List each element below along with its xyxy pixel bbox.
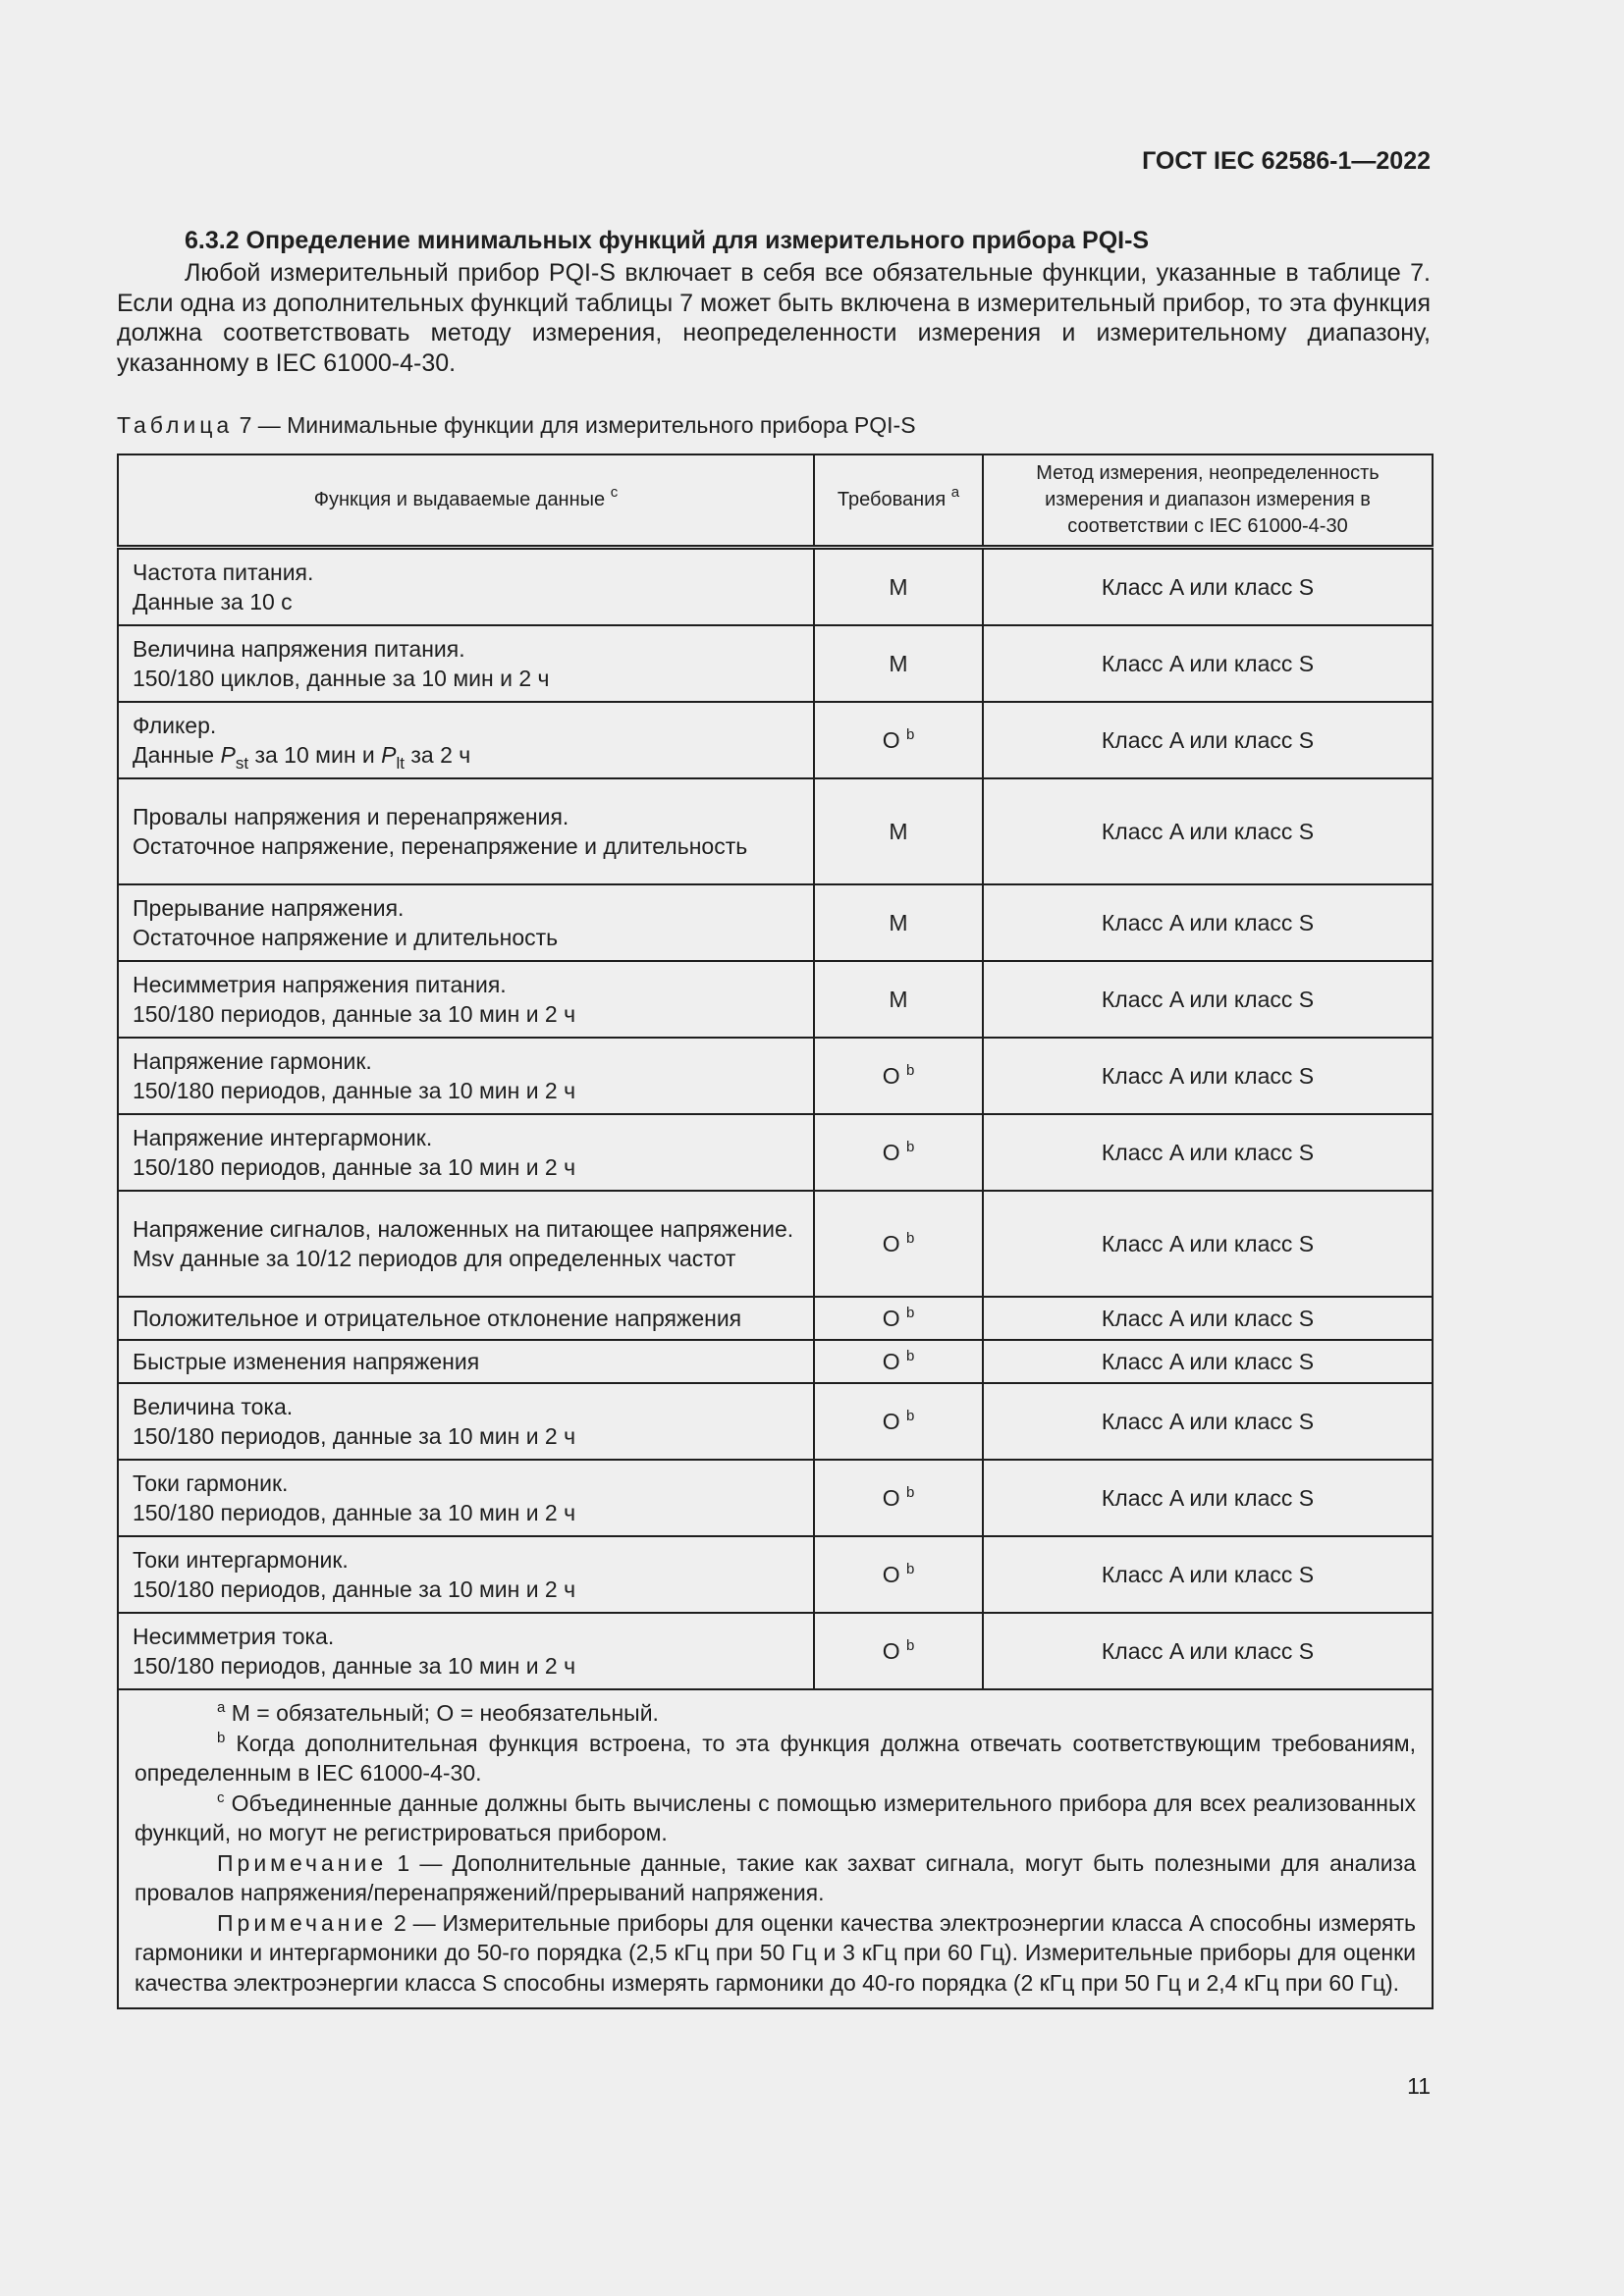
method-cell: Класс A или класс S: [983, 1536, 1433, 1613]
function-cell: Положительное и отрицательное отклонение напряжения: [118, 1297, 814, 1340]
footnotes-cell: [118, 1689, 1433, 2008]
requirement-cell: M: [814, 548, 983, 626]
method-cell: Класс A или класс S: [983, 1613, 1433, 1689]
requirement-cell: M: [814, 625, 983, 702]
page-number: 11: [1407, 2073, 1431, 2099]
note-1: Примечание 1 — Дополнительные данные, такие как захват сигнала, могут быть полезными для анализа провалов напряжения/перенапряжений/прерываний напряжения.: [135, 1849, 1416, 1905]
function-cell: Несимметрия напряжения питания. 150/180 периодов, данные за 10 мин и 2 ч: [118, 961, 814, 1038]
header-method: Метод измерения, неопределенность измерения и диапазон измерения в соответствии с IEC 61000-4-30: [983, 454, 1433, 548]
requirement-cell: O $^b$: [814, 1114, 983, 1191]
function-cell: Несимметрия тока. 150/180 периодов, данные за 10 мин и 2 ч: [118, 1613, 814, 1689]
table-caption: [117, 412, 916, 439]
table-caption-word: Таблица: [117, 412, 234, 438]
method-cell: Класс A или класс S: [983, 1460, 1433, 1536]
method-cell: Класс A или класс S: [983, 548, 1433, 626]
function-cell: Напряжение гармоник. 150/180 периодов, данные за 10 мин и 2 ч: [118, 1038, 814, 1114]
note-2: Примечание 2 — Измерительные приборы для оценки качества электроэнергии класса A способны измерять гармоники и интергармоники до 50-го порядка (2,5 кГц при 50 Гц и 3 кГц при 60 Гц). Измерительные приборы для оценки качества электроэнергии класса S способны измерять гармоники до 40-го порядка (2 кГц при 50 Гц и 2,4 кГц при 60 Гц).: [135, 1909, 1416, 1996]
requirement-cell: M: [814, 778, 983, 884]
requirement-cell: O $^b$: [814, 1038, 983, 1114]
table-header-row: [118, 454, 1433, 548]
header-requirement-mark: a: [950, 484, 960, 501]
table-row: [118, 625, 1433, 702]
method-cell: Класс A или класс S: [983, 1114, 1433, 1191]
requirement-cell: M: [814, 884, 983, 961]
requirement-cell: M: [814, 961, 983, 1038]
requirement-cell: O $^b$: [814, 1297, 983, 1340]
method-cell: Класс A или класс S: [983, 1038, 1433, 1114]
requirement-cell: O $^b$: [814, 1383, 983, 1460]
table-caption-title: 7 — Минимальные функции для измерительного прибора PQI-S: [233, 412, 916, 438]
table-row: [118, 1038, 1433, 1114]
requirement-cell: O $^b$: [814, 1613, 983, 1689]
method-cell: Класс A или класс S: [983, 702, 1433, 778]
table-row: [118, 884, 1433, 961]
requirement-cell: O $^b$: [814, 702, 983, 778]
requirement-cell: O $^b$: [814, 1191, 983, 1297]
function-cell: Провалы напряжения и перенапряжения. Остаточное напряжение, перенапряжение и длительность: [118, 778, 814, 884]
footnotes-row: [118, 1689, 1433, 2008]
method-cell: Класс A или класс S: [983, 1191, 1433, 1297]
table-row: [118, 961, 1433, 1038]
method-cell: Класс A или класс S: [983, 1383, 1433, 1460]
section-heading: 6.3.2 Определение минимальных функций для измерительного прибора PQI-S: [185, 227, 1150, 254]
table-row: [118, 1340, 1433, 1383]
method-cell: Класс A или класс S: [983, 884, 1433, 961]
method-cell: Класс A или класс S: [983, 961, 1433, 1038]
table-row: [118, 1536, 1433, 1613]
intro-paragraph: Любой измерительный прибор PQI-S включает в себя все обязательные функции, указанные в таблице 7. Если одна из дополнительных функций таблицы 7 может быть включена в измерительный прибор, то эта функция должна соответствовать методу измерения, неопределенности измерения и измерительному диапазону, указанному в IEC 61000-4-30.: [117, 259, 1431, 377]
function-cell: Напряжение сигналов, наложенных на питающее напряжение. Msv данные за 10/12 периодов для определенных частот: [118, 1191, 814, 1297]
table-row: [118, 702, 1433, 778]
table-row: [118, 1297, 1433, 1340]
functions-table: [117, 454, 1434, 2009]
table-row: [118, 548, 1433, 626]
footnote-c: $^c$ Объединенные данные должны быть вычислены с помощью измерительного прибора для всех реализованных функций, но могут не регистрироваться прибором.: [135, 1789, 1416, 1845]
function-cell: Величина тока. 150/180 периодов, данные за 10 мин и 2 ч: [118, 1383, 814, 1460]
function-cell: Токи интергармоник. 150/180 периодов, данные за 10 мин и 2 ч: [118, 1536, 814, 1613]
method-cell: Класс A или класс S: [983, 1340, 1433, 1383]
table-row: [118, 1460, 1433, 1536]
table-row: [118, 1383, 1433, 1460]
function-cell: Токи гармоник. 150/180 периодов, данные за 10 мин и 2 ч: [118, 1460, 814, 1536]
function-cell: Фликер. Данные $P_{st}$ за 10 мин и $P_{lt}$ за 2 ч: [118, 702, 814, 778]
function-cell: Прерывание напряжения. Остаточное напряжение и длительность: [118, 884, 814, 961]
method-cell: Класс A или класс S: [983, 1297, 1433, 1340]
requirement-cell: O $^b$: [814, 1340, 983, 1383]
header-function-mark: c: [610, 484, 619, 501]
footnote-b: $^b$ Когда дополнительная функция встроена, то эта функция должна отвечать соответствующим требованиям, определенным в IEC 61000-4-30.: [135, 1729, 1416, 1786]
footnote-a: $^a$ M = обязательный; O = необязательный.: [217, 1699, 659, 1726]
method-cell: Класс A или класс S: [983, 625, 1433, 702]
table-row: [118, 1191, 1433, 1297]
requirement-cell: O $^b$: [814, 1460, 983, 1536]
method-cell: Класс A или класс S: [983, 778, 1433, 884]
requirement-cell: O $^b$: [814, 1536, 983, 1613]
function-cell: Напряжение интергармоник. 150/180 периодов, данные за 10 мин и 2 ч: [118, 1114, 814, 1191]
table-row: [118, 1114, 1433, 1191]
function-cell: Быстрые изменения напряжения: [118, 1340, 814, 1383]
document-code-header: ГОСТ IEC 62586-1—2022: [1142, 147, 1431, 175]
function-cell: Частота питания. Данные за 10 с: [118, 548, 814, 626]
header-requirement: Требования $^a$: [814, 454, 983, 548]
function-cell: Величина напряжения питания. 150/180 циклов, данные за 10 мин и 2 ч: [118, 625, 814, 702]
table-row: [118, 1613, 1433, 1689]
table-row: [118, 778, 1433, 884]
header-function: Функция и выдаваемые данные $^c$: [118, 454, 814, 548]
